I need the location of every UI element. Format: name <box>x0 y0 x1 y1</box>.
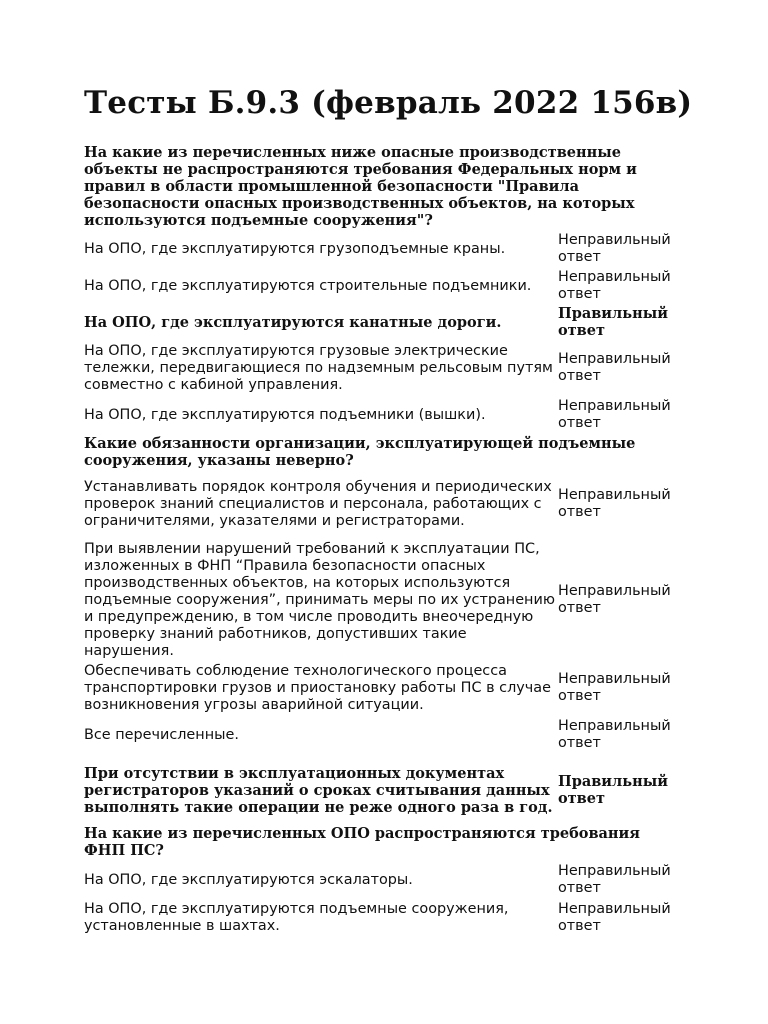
answer-text: На ОПО, где эксплуатируются эскалаторы. <box>84 871 413 888</box>
answer-text: Устанавливать порядок контроля обучения и периодических проверок знаний специалистов и персонала, работающих с ограничителями, указателями и регистраторами. <box>84 478 552 529</box>
answer-text: На ОПО, где эксплуатируются подъемники (вышки). <box>84 406 486 423</box>
answer-result: Правильный ответ <box>558 305 669 339</box>
question-3: На какие из перечисленных ОПО распространяются требования ФНП ПС? <box>84 825 641 859</box>
answer-row <box>84 397 684 433</box>
answer-text: На ОПО, где эксплуатируются грузоподъемные краны. <box>84 240 506 257</box>
answer-result: Неправильный ответ <box>558 671 671 704</box>
question-1: На какие из перечисленных ниже опасные производственные объекты не распространяются требования Федеральных норм и правил в области промышленной безопасности "Правила безопасности опасных производственных объектов, на которых используются подъемные сооружения"? <box>84 144 637 229</box>
answer-text: На ОПО, где эксплуатируются грузовые электрические тележки, передвигающиеся по надземным рельсовым путям совместно с кабиной управления. <box>84 342 553 393</box>
answer-result: Правильный ответ <box>558 773 669 807</box>
answer-text: На ОПО, где эксплуатируются строительные подъемники. <box>84 277 532 294</box>
answer-result: Неправильный ответ <box>558 351 671 384</box>
answer-row <box>84 231 684 267</box>
answer-text: При выявлении нарушений требований к эксплуатации ПС, изложенных в ФНП “Правила безопасности опасных производственных объектов, на которых используются подъемные сооружения”, принимать меры по их устранению и предупреждению, в том числе проводить внеочередную проверку знаний работников, допустивших такие нарушения. <box>84 540 555 659</box>
answer-row <box>84 661 684 715</box>
answer-result: Неправильный ответ <box>558 901 671 934</box>
answer-row <box>84 539 684 661</box>
question-2: Какие обязанности организации, эксплуатирующей подъемные сооружения, указаны неверно? <box>84 435 636 469</box>
page-title: Тесты Б.9.3 (февраль 2022 156в) <box>84 85 693 121</box>
answer-row-correct <box>84 755 684 825</box>
answer-result: Неправильный ответ <box>558 487 671 520</box>
answer-result: Неправильный ответ <box>558 863 671 896</box>
answer-result: Неправильный ответ <box>558 269 671 302</box>
answer-row <box>84 469 684 539</box>
answer-result: Неправильный ответ <box>558 718 671 751</box>
answer-text: На ОПО, где эксплуатируются подъемные сооружения, установленные в шахтах. <box>84 901 509 934</box>
answer-row <box>84 339 684 397</box>
answer-row <box>84 715 684 755</box>
answer-row <box>84 899 684 937</box>
answer-text: Все перечисленные. <box>84 726 239 743</box>
answer-result: Неправильный ответ <box>558 583 671 616</box>
answer-text: При отсутствии в эксплуатационных документах регистраторов указаний о сроках считывания данных выполнять такие операции не реже одного раза в год. <box>84 764 553 816</box>
answer-text: Обеспечивать соблюдение технологического процесса транспортировки грузов и приостановку работы ПС в случае возникновения угрозы аварийной ситуации. <box>84 662 551 713</box>
answer-text: На ОПО, где эксплуатируются канатные дороги. <box>84 313 502 331</box>
answer-row <box>84 267 684 305</box>
answer-result: Неправильный ответ <box>558 398 671 431</box>
answer-row <box>84 861 684 899</box>
document-page <box>84 0 693 937</box>
answer-row-correct <box>84 305 684 339</box>
answer-result: Неправильный ответ <box>558 232 671 265</box>
